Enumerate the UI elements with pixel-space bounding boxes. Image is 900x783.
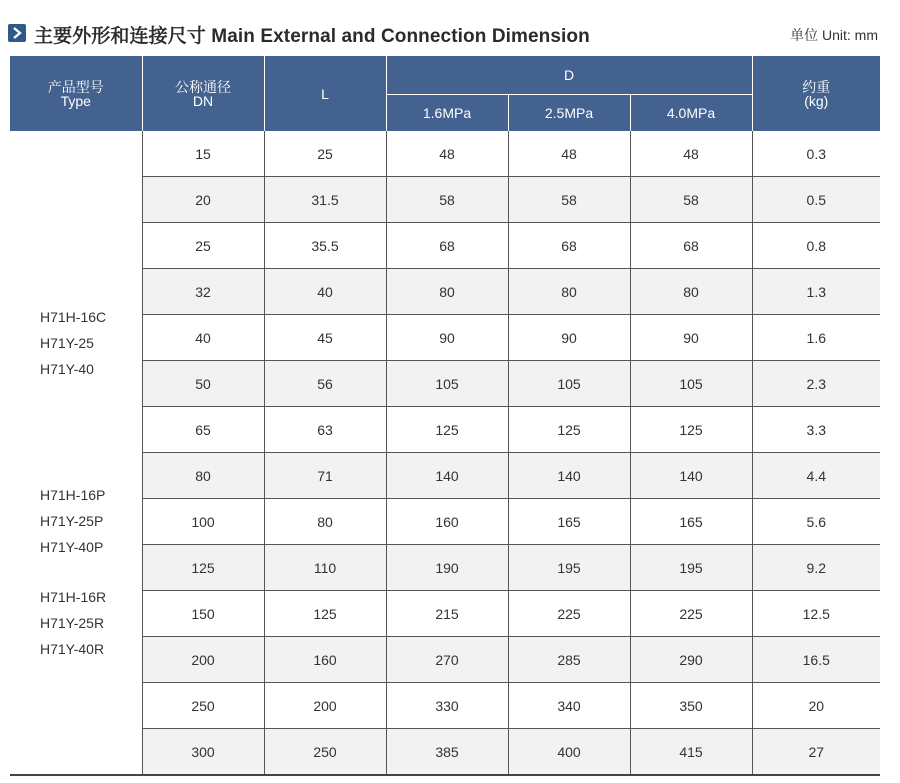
- cell-d-16: 270: [386, 637, 508, 683]
- header-l: L: [264, 56, 386, 131]
- cell-weight: 0.8: [752, 223, 880, 269]
- cell-weight: 20: [752, 683, 880, 729]
- type-model: H71Y-25: [40, 335, 94, 351]
- type-model: H71Y-40P: [40, 539, 104, 555]
- cell-l: 71: [264, 453, 386, 499]
- type-model: H71H-16P: [40, 487, 106, 503]
- header-d: D: [386, 56, 752, 95]
- cell-d-16: 48: [386, 131, 508, 177]
- type-model: H71H-16R: [40, 589, 107, 605]
- cell-d-16: 215: [386, 591, 508, 637]
- type-group: [40, 304, 142, 382]
- header-pressure-25: 2.5MPa: [508, 95, 630, 132]
- cell-d-40: 90: [630, 315, 752, 361]
- cell-d-25: 90: [508, 315, 630, 361]
- type-group: [40, 482, 142, 560]
- cell-d-25: 400: [508, 729, 630, 776]
- cell-d-25: 165: [508, 499, 630, 545]
- cell-l: 63: [264, 407, 386, 453]
- header-weight-cn: 约重: [802, 78, 831, 95]
- cell-l: 35.5: [264, 223, 386, 269]
- cell-dn: 300: [142, 729, 264, 776]
- type-model: H71Y-25P: [40, 513, 104, 529]
- cell-d-40: 125: [630, 407, 752, 453]
- cell-weight: 3.3: [752, 407, 880, 453]
- header-pressure-16: 1.6MPa: [386, 95, 508, 132]
- cell-d-25: 125: [508, 407, 630, 453]
- cell-d-16: 80: [386, 269, 508, 315]
- cell-dn: 65: [142, 407, 264, 453]
- cell-dn: 250: [142, 683, 264, 729]
- chevron-right-icon: [8, 24, 26, 42]
- cell-l: 200: [264, 683, 386, 729]
- cell-d-16: 330: [386, 683, 508, 729]
- cell-d-25: 80: [508, 269, 630, 315]
- cell-dn: 15: [142, 131, 264, 177]
- cell-dn: 50: [142, 361, 264, 407]
- cell-d-40: 48: [630, 131, 752, 177]
- cell-d-25: 285: [508, 637, 630, 683]
- cell-d-25: 140: [508, 453, 630, 499]
- cell-weight: 12.5: [752, 591, 880, 637]
- cell-d-16: 140: [386, 453, 508, 499]
- table-body: [10, 131, 880, 775]
- header-type: [10, 56, 142, 131]
- cell-weight: 5.6: [752, 499, 880, 545]
- cell-l: 110: [264, 545, 386, 591]
- cell-weight: 0.3: [752, 131, 880, 177]
- cell-d-25: 68: [508, 223, 630, 269]
- cell-l: 80: [264, 499, 386, 545]
- cell-weight: 1.3: [752, 269, 880, 315]
- cell-weight: 1.6: [752, 315, 880, 361]
- cell-l: 250: [264, 729, 386, 776]
- cell-d-40: 195: [630, 545, 752, 591]
- cell-l: 56: [264, 361, 386, 407]
- cell-weight: 2.3: [752, 361, 880, 407]
- cell-d-40: 68: [630, 223, 752, 269]
- cell-weight: 0.5: [752, 177, 880, 223]
- cell-d-16: 385: [386, 729, 508, 776]
- cell-d-40: 225: [630, 591, 752, 637]
- header-weight: [752, 56, 880, 131]
- dimension-table: [10, 56, 880, 776]
- cell-d-16: 190: [386, 545, 508, 591]
- cell-dn: 32: [142, 269, 264, 315]
- cell-dn: 80: [142, 453, 264, 499]
- header-type-en: Type: [60, 92, 91, 109]
- cell-l: 160: [264, 637, 386, 683]
- header-pressure-40: 4.0MPa: [630, 95, 752, 132]
- title-bar: [8, 20, 880, 46]
- cell-d-16: 90: [386, 315, 508, 361]
- cell-weight: 16.5: [752, 637, 880, 683]
- cell-d-25: 340: [508, 683, 630, 729]
- cell-d-40: 350: [630, 683, 752, 729]
- type-cell: [10, 131, 142, 775]
- cell-dn: 20: [142, 177, 264, 223]
- cell-l: 125: [264, 591, 386, 637]
- cell-dn: 200: [142, 637, 264, 683]
- header-type-cn: 产品型号: [47, 78, 104, 95]
- type-group: [40, 584, 142, 662]
- cell-l: 40: [264, 269, 386, 315]
- header-dn-cn: 公称通径: [175, 78, 231, 95]
- cell-weight: 4.4: [752, 453, 880, 499]
- unit-label: 单位 Unit: mm: [790, 27, 878, 43]
- cell-d-40: 58: [630, 177, 752, 223]
- header-dn-en: DN: [192, 92, 214, 109]
- cell-l: 31.5: [264, 177, 386, 223]
- cell-d-40: 290: [630, 637, 752, 683]
- cell-d-40: 80: [630, 269, 752, 315]
- cell-d-16: 58: [386, 177, 508, 223]
- cell-d-16: 160: [386, 499, 508, 545]
- cell-d-25: 195: [508, 545, 630, 591]
- cell-d-25: 225: [508, 591, 630, 637]
- cell-l: 25: [264, 131, 386, 177]
- cell-d-40: 105: [630, 361, 752, 407]
- cell-dn: 100: [142, 499, 264, 545]
- type-model: H71Y-25R: [40, 615, 105, 631]
- cell-d-25: 58: [508, 177, 630, 223]
- cell-d-16: 125: [386, 407, 508, 453]
- cell-d-16: 68: [386, 223, 508, 269]
- type-model: H71Y-40R: [40, 641, 105, 657]
- cell-dn: 150: [142, 591, 264, 637]
- cell-d-40: 415: [630, 729, 752, 776]
- cell-dn: 25: [142, 223, 264, 269]
- type-model: H71H-16C: [40, 309, 107, 325]
- page-title: 主要外形和连接尺寸 Main External and Connection Dimension: [34, 26, 590, 47]
- table-row: [10, 131, 880, 177]
- cell-d-40: 140: [630, 453, 752, 499]
- cell-d-16: 105: [386, 361, 508, 407]
- header-dn: [142, 56, 264, 131]
- cell-weight: 27: [752, 729, 880, 776]
- type-model: H71Y-40: [40, 361, 94, 377]
- cell-l: 45: [264, 315, 386, 361]
- header-weight-en: (kg): [804, 92, 829, 109]
- cell-d-40: 165: [630, 499, 752, 545]
- cell-dn: 125: [142, 545, 264, 591]
- cell-dn: 40: [142, 315, 264, 361]
- cell-d-25: 105: [508, 361, 630, 407]
- cell-d-25: 48: [508, 131, 630, 177]
- cell-weight: 9.2: [752, 545, 880, 591]
